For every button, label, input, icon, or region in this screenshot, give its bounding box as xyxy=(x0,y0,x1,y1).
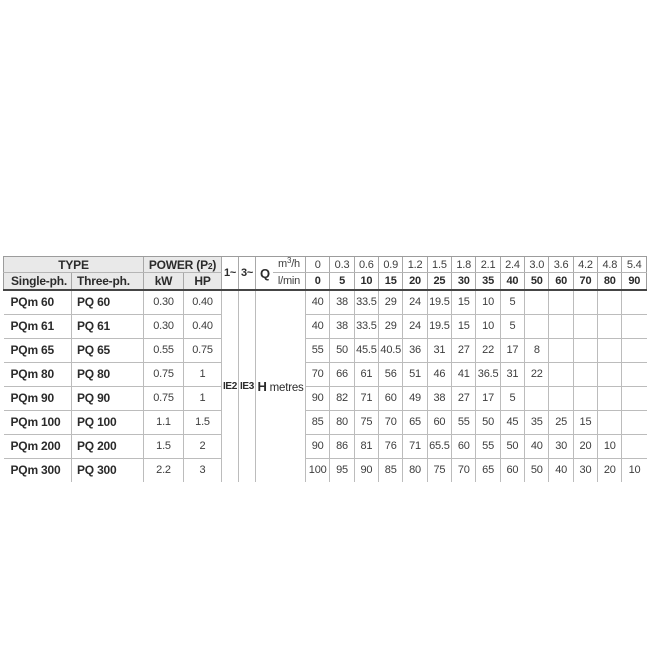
head-value-cell: 10 xyxy=(476,314,500,338)
head-value-cell: 86 xyxy=(330,434,354,458)
head-value-cell xyxy=(549,338,573,362)
head-value-cell: 45.5 xyxy=(354,338,378,362)
head-value-cell: 45 xyxy=(500,410,524,434)
head-value-cell: 10 xyxy=(598,434,622,458)
head-value-cell: 17 xyxy=(500,338,524,362)
head-value-cell: 85 xyxy=(379,458,403,482)
head-value-cell: 71 xyxy=(354,386,378,410)
head-value-cell: 65 xyxy=(476,458,500,482)
table-row xyxy=(4,314,647,338)
head-value-cell xyxy=(573,290,597,314)
pump-model-three-ph: PQ 60 xyxy=(72,290,144,314)
single-ph-label: Single-ph. xyxy=(4,273,72,290)
head-value-cell: 15 xyxy=(573,410,597,434)
power-hp-value: 2 xyxy=(184,434,222,458)
pump-model-three-ph: PQ 200 xyxy=(72,434,144,458)
head-value-cell: 25 xyxy=(549,410,573,434)
table-row xyxy=(4,362,647,386)
head-value-cell: 75 xyxy=(354,410,378,434)
head-value-cell: 40 xyxy=(549,458,573,482)
head-value-cell: 82 xyxy=(330,386,354,410)
head-value-cell xyxy=(573,386,597,410)
lmin-unit-label: l/min xyxy=(277,275,301,287)
table-row xyxy=(4,458,647,482)
head-value-cell: 40 xyxy=(525,434,549,458)
head-metres-label: H metres xyxy=(256,290,306,482)
head-value-cell xyxy=(573,338,597,362)
head-value-cell: 27 xyxy=(452,338,476,362)
power-kw-value: 0.75 xyxy=(144,386,184,410)
head-value-cell: 10 xyxy=(476,290,500,314)
table-row xyxy=(4,338,647,362)
head-value-cell: 29 xyxy=(379,314,403,338)
flow-m3h-value: 2.1 xyxy=(476,257,500,273)
flow-lmin-value: 35 xyxy=(476,273,500,290)
flow-lmin-value: 20 xyxy=(403,273,427,290)
power-group-header: POWER (P2) xyxy=(144,257,222,273)
head-value-cell: 60 xyxy=(500,458,524,482)
head-value-cell: 66 xyxy=(330,362,354,386)
head-value-cell: 70 xyxy=(379,410,403,434)
head-value-cell: 80 xyxy=(330,410,354,434)
flow-lmin-value: 70 xyxy=(573,273,597,290)
power-hp-value: 3 xyxy=(184,458,222,482)
head-value-cell: 60 xyxy=(452,434,476,458)
head-value-cell: 30 xyxy=(549,434,573,458)
table-row xyxy=(4,410,647,434)
head-value-cell xyxy=(598,410,622,434)
head-value-cell: 71 xyxy=(403,434,427,458)
flow-lmin-value: 60 xyxy=(549,273,573,290)
head-value-cell xyxy=(622,290,647,314)
three-ph-label: Three-ph. xyxy=(72,273,144,290)
hp-label: HP xyxy=(184,273,222,290)
head-value-cell: 51 xyxy=(403,362,427,386)
flow-m3h-value: 5.4 xyxy=(622,257,647,273)
head-value-cell: 90 xyxy=(354,458,378,482)
head-value-cell: 75 xyxy=(427,458,451,482)
head-value-cell xyxy=(598,290,622,314)
head-value-cell: 29 xyxy=(379,290,403,314)
power-hp-value: 0.40 xyxy=(184,290,222,314)
head-value-cell xyxy=(598,314,622,338)
power-hp-value: 0.75 xyxy=(184,338,222,362)
head-value-cell: 17 xyxy=(476,386,500,410)
flow-m3h-value: 3.0 xyxy=(525,257,549,273)
power-kw-value: 0.30 xyxy=(144,290,184,314)
head-value-cell: 5 xyxy=(500,290,524,314)
head-value-cell: 36 xyxy=(403,338,427,362)
flow-m3h-value: 2.4 xyxy=(500,257,524,273)
head-value-cell: 50 xyxy=(500,434,524,458)
head-value-cell: 24 xyxy=(403,314,427,338)
pump-model-three-ph: PQ 90 xyxy=(72,386,144,410)
pump-model-single-ph: PQm 200 xyxy=(4,434,72,458)
head-value-cell: 50 xyxy=(525,458,549,482)
head-value-cell xyxy=(598,338,622,362)
power-kw-value: 1.5 xyxy=(144,434,184,458)
head-value-cell: 55 xyxy=(306,338,330,362)
head-value-cell: 56 xyxy=(379,362,403,386)
pump-model-single-ph: PQm 65 xyxy=(4,338,72,362)
head-value-cell xyxy=(622,410,647,434)
table-row xyxy=(4,434,647,458)
head-value-cell: 50 xyxy=(476,410,500,434)
head-value-cell: 49 xyxy=(403,386,427,410)
head-value-cell: 5 xyxy=(500,314,524,338)
head-value-cell xyxy=(598,386,622,410)
head-value-cell: 100 xyxy=(306,458,330,482)
head-value-cell xyxy=(525,386,549,410)
head-value-cell: 70 xyxy=(306,362,330,386)
flow-m3h-value: 0.6 xyxy=(354,257,378,273)
flow-lmin-value: 80 xyxy=(598,273,622,290)
head-value-cell: 55 xyxy=(476,434,500,458)
power-hp-value: 1 xyxy=(184,362,222,386)
head-value-cell: 46 xyxy=(427,362,451,386)
head-value-cell: 38 xyxy=(330,314,354,338)
single-phase-column-header: 1~ xyxy=(222,257,239,291)
head-value-cell: 5 xyxy=(500,386,524,410)
flow-m3h-value: 0.3 xyxy=(330,257,354,273)
head-value-cell xyxy=(622,434,647,458)
m3h-unit-label: $m^3/h$ xyxy=(273,257,305,273)
head-value-cell: 55 xyxy=(452,410,476,434)
head-value-cell: 33.5 xyxy=(354,314,378,338)
flow-m3h-value: 1.8 xyxy=(452,257,476,273)
head-value-cell xyxy=(549,314,573,338)
type-group-header: TYPE xyxy=(4,257,144,273)
q-symbol: Q xyxy=(260,265,270,281)
power-kw-value: 2.2 xyxy=(144,458,184,482)
ie2-efficiency-label: IE2 xyxy=(222,290,239,482)
pump-model-three-ph: PQ 65 xyxy=(72,338,144,362)
head-value-cell: 40 xyxy=(306,314,330,338)
head-value-cell: 38 xyxy=(330,290,354,314)
head-value-cell xyxy=(622,338,647,362)
head-value-cell: 38 xyxy=(427,386,451,410)
head-value-cell xyxy=(525,314,549,338)
head-value-cell: 20 xyxy=(598,458,622,482)
flow-m3h-value: 0 xyxy=(306,257,330,273)
pump-model-single-ph: PQm 90 xyxy=(4,386,72,410)
kw-label: kW xyxy=(144,273,184,290)
ie3-efficiency-label: IE3 xyxy=(239,290,256,482)
head-value-cell xyxy=(549,386,573,410)
head-value-cell xyxy=(573,314,597,338)
head-value-cell: 90 xyxy=(306,434,330,458)
head-value-cell: 19.5 xyxy=(427,290,451,314)
flow-lmin-value: 25 xyxy=(427,273,451,290)
head-value-cell: 24 xyxy=(403,290,427,314)
flow-m3h-value: 1.5 xyxy=(427,257,451,273)
pump-model-single-ph: PQm 300 xyxy=(4,458,72,482)
power-hp-value: 0.40 xyxy=(184,314,222,338)
head-value-cell: 61 xyxy=(354,362,378,386)
head-value-cell: 65 xyxy=(403,410,427,434)
head-value-cell xyxy=(622,386,647,410)
power-hp-value: 1 xyxy=(184,386,222,410)
power-hp-value: 1.5 xyxy=(184,410,222,434)
pump-performance-table xyxy=(3,256,647,482)
pump-model-single-ph: PQm 100 xyxy=(4,410,72,434)
head-value-cell: 60 xyxy=(427,410,451,434)
flow-lmin-value: 90 xyxy=(622,273,647,290)
head-value-cell: 33.5 xyxy=(354,290,378,314)
flow-lmin-value: 10 xyxy=(354,273,378,290)
head-value-cell: 35 xyxy=(525,410,549,434)
three-phase-column-header: 3~ xyxy=(239,257,256,291)
head-value-cell: 19.5 xyxy=(427,314,451,338)
head-value-cell xyxy=(525,290,549,314)
power-kw-value: 1.1 xyxy=(144,410,184,434)
head-value-cell: 95 xyxy=(330,458,354,482)
head-value-cell xyxy=(622,362,647,386)
head-value-cell: 10 xyxy=(622,458,647,482)
head-value-cell: 8 xyxy=(525,338,549,362)
power-kw-value: 0.55 xyxy=(144,338,184,362)
flow-lmin-value: 15 xyxy=(379,273,403,290)
head-value-cell xyxy=(598,362,622,386)
head-value-cell: 41 xyxy=(452,362,476,386)
flow-lmin-value: 50 xyxy=(525,273,549,290)
pump-model-single-ph: PQm 60 xyxy=(10,295,54,310)
head-value-cell: 60 xyxy=(379,386,403,410)
flow-q-header xyxy=(256,257,306,291)
flow-m3h-value: 4.8 xyxy=(598,257,622,273)
head-value-cell: 50 xyxy=(330,338,354,362)
head-value-cell: 80 xyxy=(403,458,427,482)
header-row-labels xyxy=(4,273,647,290)
flow-m3h-value: 4.2 xyxy=(573,257,597,273)
head-value-cell: 70 xyxy=(452,458,476,482)
pump-model-three-ph: PQ 300 xyxy=(72,458,144,482)
flow-m3h-value: 3.6 xyxy=(549,257,573,273)
head-value-cell: 15 xyxy=(452,314,476,338)
head-value-cell: 76 xyxy=(379,434,403,458)
head-value-cell: 31 xyxy=(427,338,451,362)
head-value-cell xyxy=(622,314,647,338)
header-row-units xyxy=(4,257,647,273)
head-value-cell: 31 xyxy=(500,362,524,386)
head-value-cell: 20 xyxy=(573,434,597,458)
table-row xyxy=(4,386,647,410)
table-body xyxy=(4,290,647,482)
head-value-cell: 22 xyxy=(525,362,549,386)
pump-model-single-ph: PQm 61 xyxy=(4,314,72,338)
power-kw-value: 0.75 xyxy=(144,362,184,386)
head-value-cell: 36.5 xyxy=(476,362,500,386)
head-value-cell xyxy=(549,290,573,314)
flow-lmin-value: 0 xyxy=(306,273,330,290)
flow-lmin-value: 5 xyxy=(330,273,354,290)
flow-lmin-value: 40 xyxy=(500,273,524,290)
head-value-cell: 22 xyxy=(476,338,500,362)
head-value-cell xyxy=(573,362,597,386)
head-value-cell: 90 xyxy=(306,386,330,410)
head-value-cell: 15 xyxy=(452,290,476,314)
flow-lmin-value: 30 xyxy=(452,273,476,290)
pump-model-single-ph: PQm 80 xyxy=(4,362,72,386)
head-value-cell: 40.5 xyxy=(379,338,403,362)
head-value-cell xyxy=(549,362,573,386)
pump-model-three-ph: PQ 61 xyxy=(72,314,144,338)
power-kw-value: 0.30 xyxy=(144,314,184,338)
head-value-cell: 40 xyxy=(306,290,330,314)
head-value-cell: 65.5 xyxy=(427,434,451,458)
head-value-cell: 27 xyxy=(452,386,476,410)
pump-model-three-ph: PQ 80 xyxy=(72,362,144,386)
head-value-cell: 85 xyxy=(306,410,330,434)
flow-m3h-value: 1.2 xyxy=(403,257,427,273)
pump-model-three-ph: PQ 100 xyxy=(72,410,144,434)
head-value-cell: 81 xyxy=(354,434,378,458)
table-row xyxy=(4,290,647,314)
flow-m3h-value: 0.9 xyxy=(379,257,403,273)
head-value-cell: 30 xyxy=(573,458,597,482)
